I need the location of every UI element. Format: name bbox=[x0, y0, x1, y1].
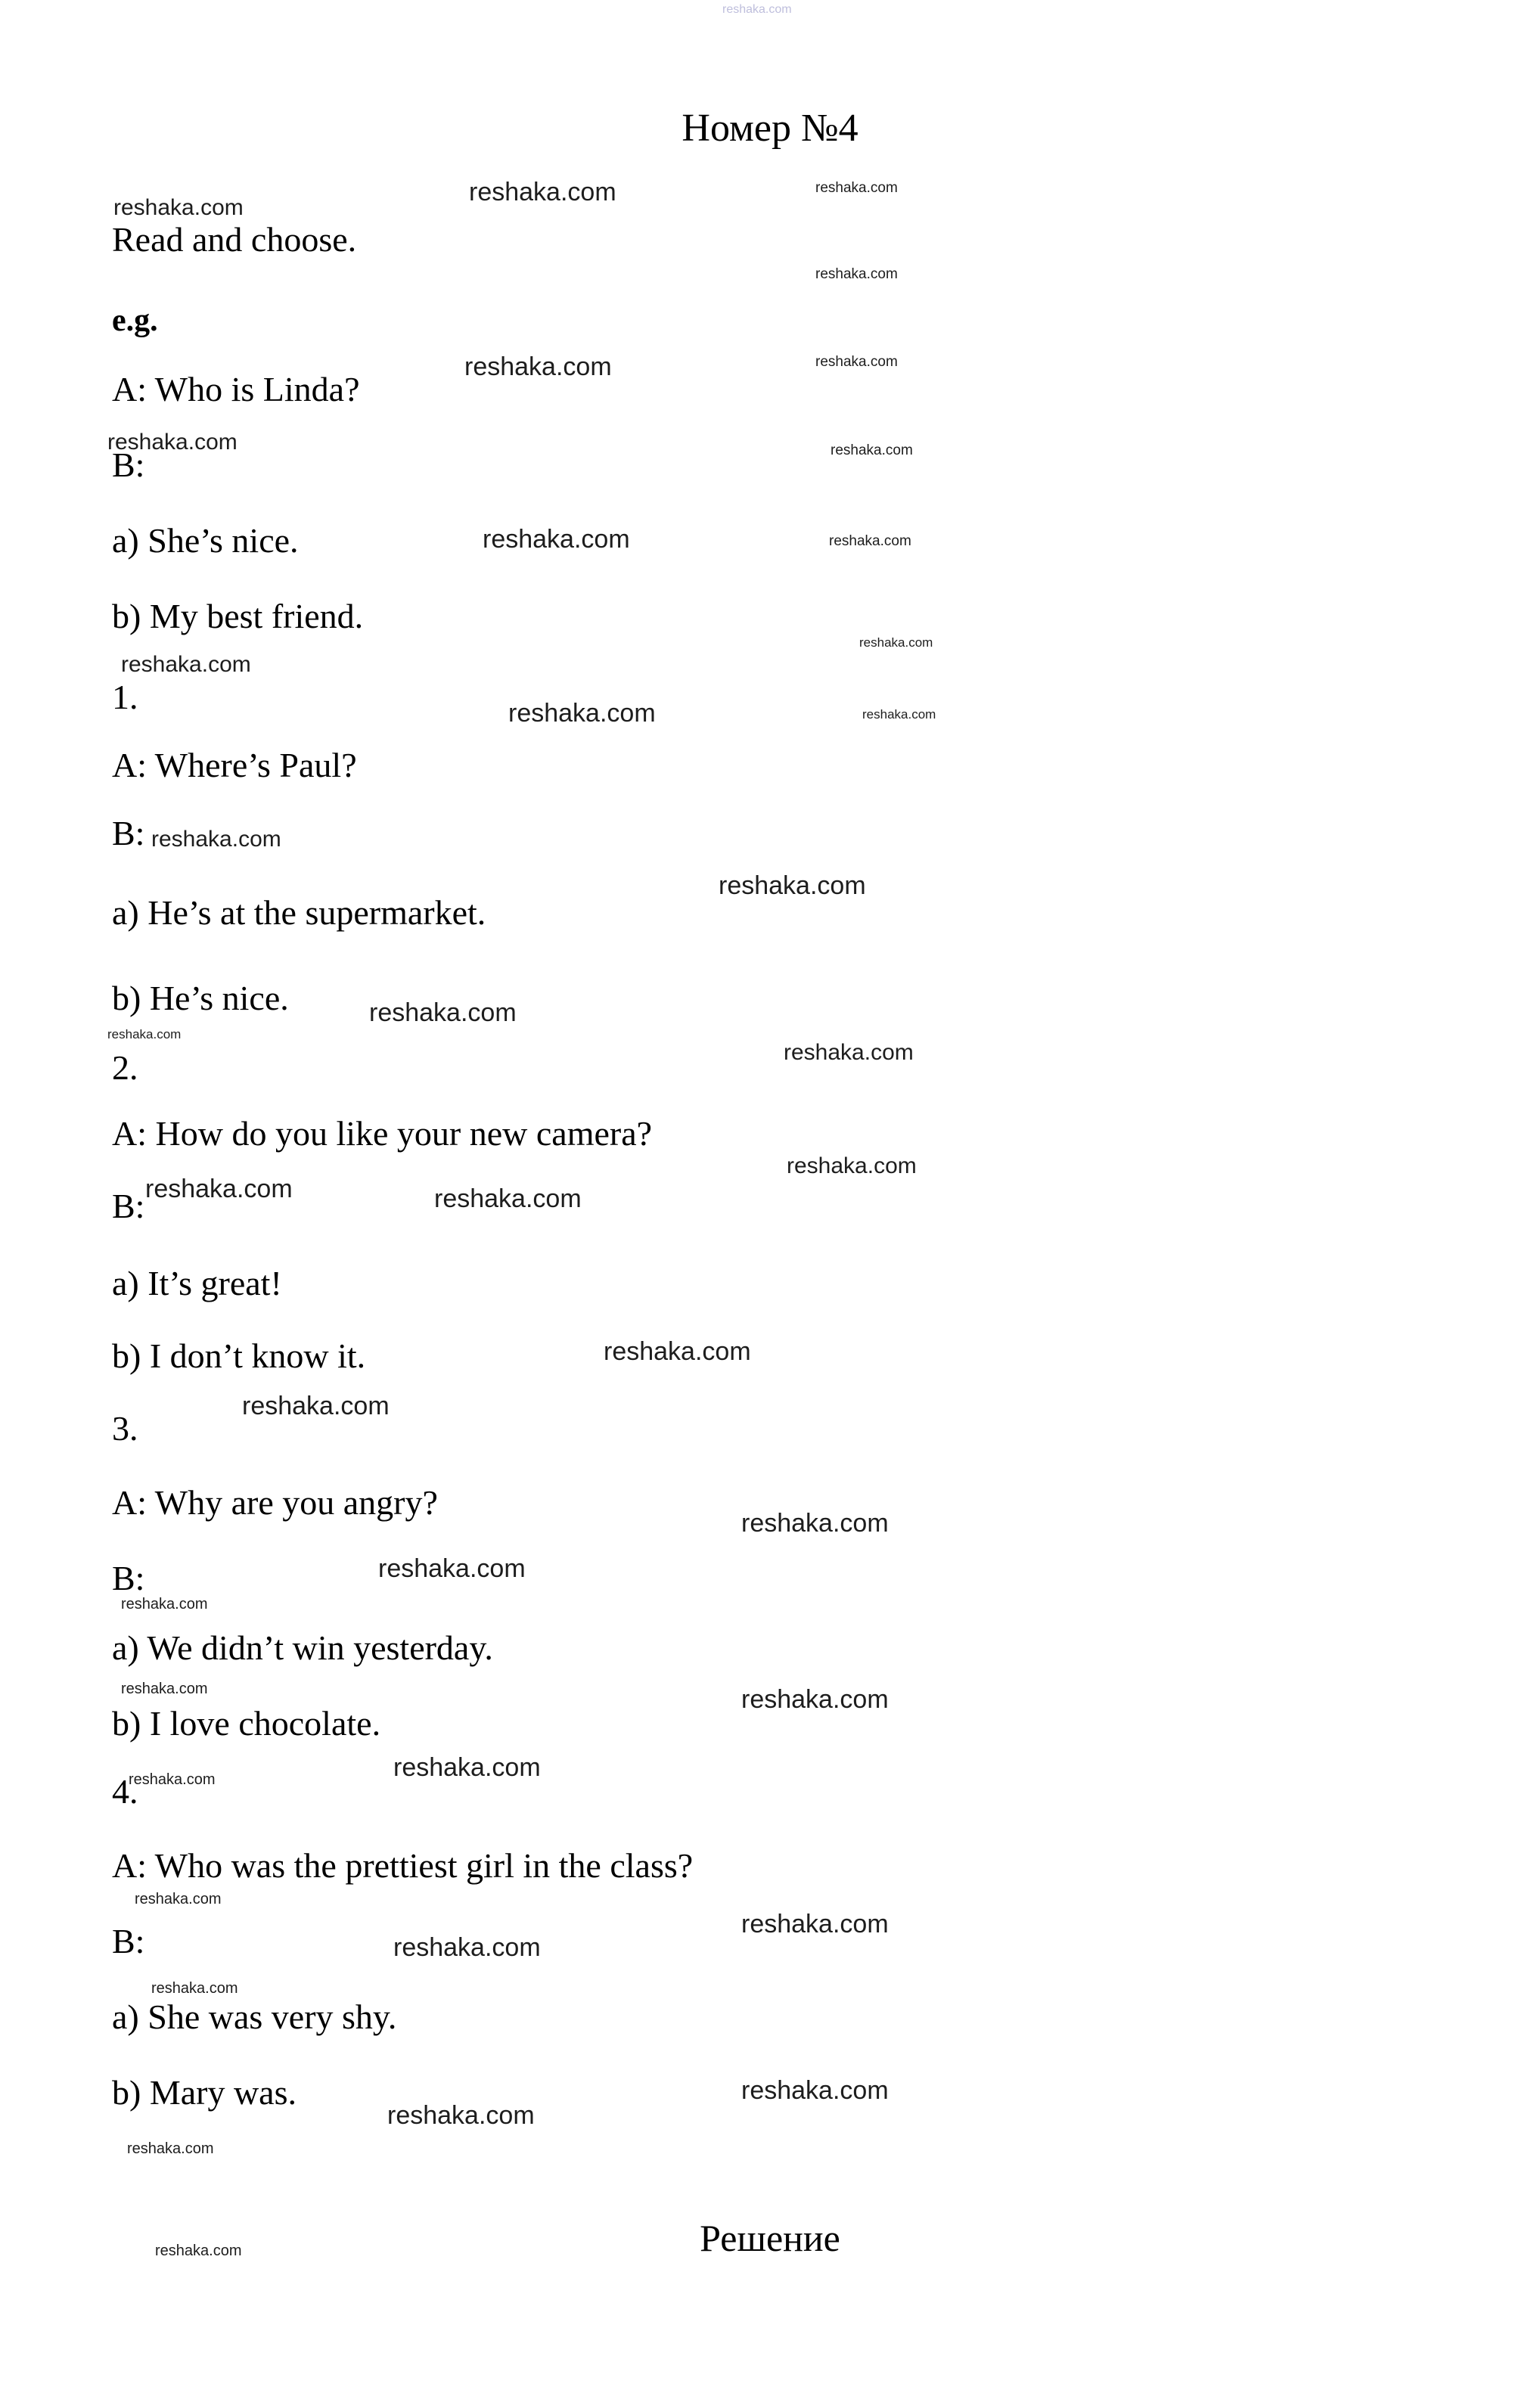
watermark-text: reshaka.com bbox=[242, 1392, 390, 1420]
item-3-option-b: b) I love chocolate. bbox=[112, 1704, 381, 1743]
watermark-text: reshaka.com bbox=[815, 354, 898, 370]
watermark-text: reshaka.com bbox=[862, 707, 936, 722]
item-4-option-a: a) She was very shy. bbox=[112, 1997, 397, 2036]
example-option-b: b) My best friend. bbox=[112, 597, 364, 635]
watermark-text: reshaka.com bbox=[107, 430, 238, 455]
watermark-text: reshaka.com bbox=[829, 533, 911, 549]
watermark-text: reshaka.com bbox=[787, 1153, 917, 1178]
watermark-text: reshaka.com bbox=[145, 1175, 293, 1203]
watermark-text: reshaka.com bbox=[135, 1891, 222, 1907]
watermark-text: reshaka.com bbox=[155, 2243, 242, 2259]
watermark-text: reshaka.com bbox=[722, 3, 792, 16]
watermark-text: reshaka.com bbox=[815, 266, 898, 282]
watermark-text: reshaka.com bbox=[121, 1681, 208, 1697]
item-2-answer-prompt: B: bbox=[112, 1187, 145, 1225]
item-3-number: 3. bbox=[112, 1409, 138, 1448]
item-1-number: 1. bbox=[112, 678, 138, 716]
watermark-text: reshaka.com bbox=[393, 1933, 541, 1962]
item-2-number: 2. bbox=[112, 1048, 138, 1087]
item-2-question: A: How do you like your new camera? bbox=[112, 1114, 653, 1153]
watermark-text: reshaka.com bbox=[741, 1509, 889, 1538]
watermark-text: reshaka.com bbox=[121, 1596, 208, 1612]
watermark-text: reshaka.com bbox=[719, 871, 866, 900]
watermark-text: reshaka.com bbox=[387, 2101, 535, 2130]
watermark-text: reshaka.com bbox=[127, 2140, 214, 2157]
watermark-text: reshaka.com bbox=[604, 1337, 751, 1366]
item-4-number: 4. bbox=[112, 1772, 138, 1811]
watermark-text: reshaka.com bbox=[107, 1027, 182, 1041]
watermark-text: reshaka.com bbox=[378, 1554, 526, 1583]
item-2-option-a: a) It’s great! bbox=[112, 1264, 282, 1302]
item-3-option-a: a) We didn’t win yesterday. bbox=[112, 1628, 493, 1667]
item-4-option-b: b) Mary was. bbox=[112, 2073, 297, 2112]
watermark-text: reshaka.com bbox=[369, 998, 517, 1027]
watermark-text: reshaka.com bbox=[741, 1910, 889, 1938]
example-option-a: a) She’s nice. bbox=[112, 521, 299, 560]
solution-heading: Решение bbox=[700, 2217, 840, 2259]
example-answer-prompt: B: bbox=[112, 445, 145, 484]
watermark-text: reshaka.com bbox=[113, 195, 244, 220]
item-1-question: A: Where’s Paul? bbox=[112, 746, 357, 784]
example-question: A: Who is Linda? bbox=[112, 370, 360, 408]
watermark-text: reshaka.com bbox=[434, 1184, 582, 1213]
item-3-question: A: Why are you angry? bbox=[112, 1483, 438, 1522]
item-3-answer-prompt: B: bbox=[112, 1559, 145, 1597]
watermark-text: reshaka.com bbox=[508, 699, 656, 728]
watermark-text: reshaka.com bbox=[469, 178, 616, 206]
watermark-text: reshaka.com bbox=[464, 352, 612, 381]
watermark-text: reshaka.com bbox=[151, 1980, 238, 1997]
item-4-question: A: Who was the prettiest girl in the class? bbox=[112, 1846, 694, 1885]
watermark-text: reshaka.com bbox=[831, 442, 913, 458]
item-1-option-a: a) He’s at the supermarket. bbox=[112, 893, 486, 932]
item-4-answer-prompt: B: bbox=[112, 1922, 145, 1960]
watermark-text: reshaka.com bbox=[121, 652, 251, 677]
watermark-text: reshaka.com bbox=[741, 1685, 889, 1714]
watermark-text: reshaka.com bbox=[129, 1771, 216, 1788]
watermark-text: reshaka.com bbox=[393, 1753, 541, 1782]
watermark-text: reshaka.com bbox=[151, 827, 281, 852]
item-2-option-b: b) I don’t know it. bbox=[112, 1336, 366, 1375]
instruction-text: Read and choose. bbox=[112, 220, 357, 259]
watermark-text: reshaka.com bbox=[483, 525, 630, 554]
example-label: e.g. bbox=[112, 303, 158, 338]
page-title: Номер №4 bbox=[682, 107, 858, 150]
watermark-text: reshaka.com bbox=[741, 2076, 889, 2105]
item-1-answer-prompt: B: bbox=[112, 814, 145, 852]
watermark-text: reshaka.com bbox=[859, 635, 933, 650]
watermark-text: reshaka.com bbox=[815, 180, 898, 196]
watermark-text: reshaka.com bbox=[784, 1040, 914, 1065]
item-1-option-b: b) He’s nice. bbox=[112, 979, 289, 1017]
